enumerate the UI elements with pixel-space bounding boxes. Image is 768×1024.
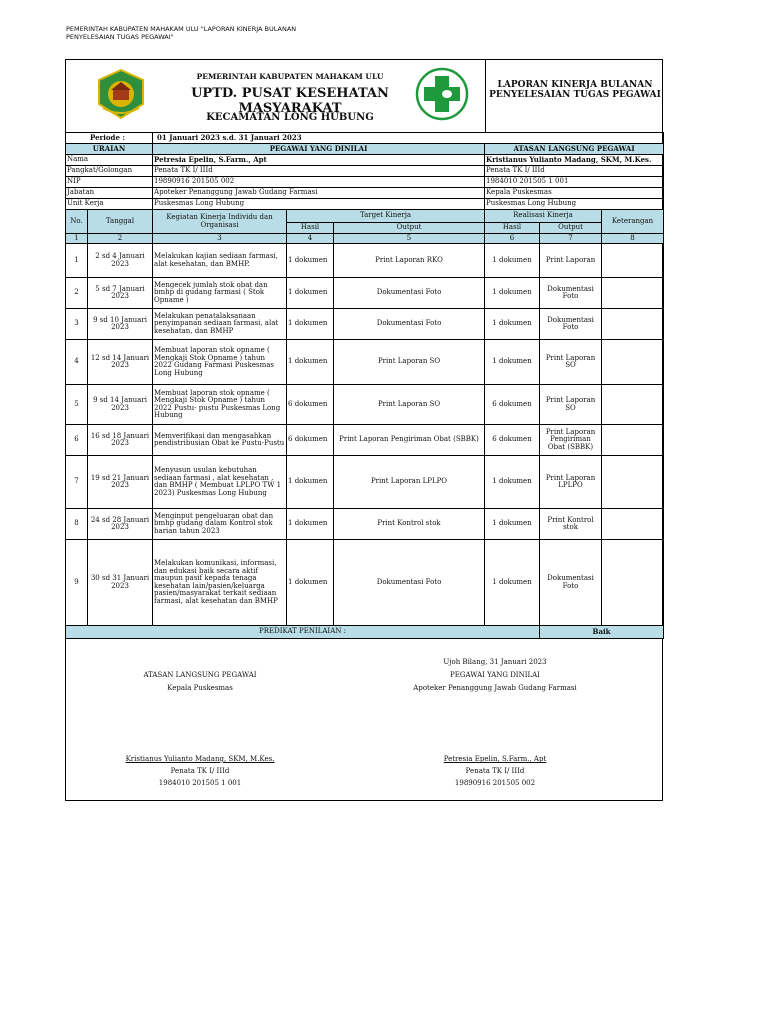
row-target-hasil: 1 dokumen [287,309,334,340]
col-keterangan-header: Keterangan [602,210,664,234]
row-target-output: Print Laporan LPLPO [334,456,485,509]
row-target-hasil: 6 dokumen [287,425,334,456]
target-output-header: Output [334,223,485,234]
atasan-header: ATASAN LANGSUNG PEGAWAI [485,144,664,155]
row-date: 19 sd 21 Januari 2023 [88,456,153,509]
row-no: 2 [66,278,88,309]
row-date: 5 sd 7 Januari 2023 [88,278,153,309]
row-date: 9 sd 14 Januari 2023 [88,385,153,425]
row-keterangan [602,425,664,456]
row-target-hasil: 1 dokumen [287,540,334,626]
supervisor-name: Kristianus Yulianto Madang, SKM, M.Kes. [485,155,664,166]
row-target-hasil: 1 dokumen [287,278,334,309]
letterhead-district: KECAMATAN LONG HUBUNG [206,112,374,123]
col-number: 2 [88,234,153,244]
letterhead-unit: UPTD. PUSAT KESEHATAN MASYARAKAT [191,86,389,116]
supervisor-position: Kepala Puskesmas [485,188,664,199]
row-realisasi-output: Dokumentasi Foto [540,540,602,626]
row-no: 9 [66,540,88,626]
row-activity: Menyusun usulan kebutuhan sediaan farmasi , alat kesehatan , dan BMHP ( Membuat LPLPO TW 1 2023) Puskesmas Long Hubung [153,456,287,509]
row-target-output: Print Laporan Pengiriman Obat (SBBK) [334,425,485,456]
row-date: 30 sd 31 Januari 2023 [88,540,153,626]
activity-row [66,425,664,456]
col-number: 4 [287,234,334,244]
row-activity: Menginput pengeluaran obat dan bmhp gudang dalam Kontrol stok harian tahun 2023 [153,509,287,540]
employee-rank: Penata TK I/ IIId [153,166,485,177]
row-realisasi-hasil: 1 dokumen [485,340,540,385]
row-keterangan [602,309,664,340]
row-activity: Mengecek jumlah stok obat dan bmhp di gudang farmasi ( Stok Opname ) [153,278,287,309]
supervisor-rank: Penata TK I/ IIId [485,166,664,177]
employee-unit: Puskesmas Long Hubung [153,199,485,210]
row-target-hasil: 1 dokumen [287,244,334,278]
row-keterangan [602,540,664,626]
right-role: PEGAWAI YANG DINILAI [450,671,540,679]
target-hasil-header: Hasil [287,223,334,234]
col-number: 3 [153,234,287,244]
row-realisasi-output: Print Laporan Pengiriman Obat (SBBK) [540,425,602,456]
employee-position: Apoteker Penanggung Jawab Gudang Farmasi [153,188,485,199]
column-number-row [66,234,664,244]
row-target-hasil: 1 dokumen [287,340,334,385]
period-label: Periode : [66,133,153,144]
activity-row [66,340,664,385]
left-title: Kepala Puskesmas [167,684,233,692]
row-keterangan [602,340,664,385]
left-signer-nip: 1984010 201505 1 001 [158,779,242,787]
activity-row [66,509,664,540]
row-target-output: Dokumentasi Foto [334,540,485,626]
row-no: 3 [66,309,88,340]
signature-block [65,645,663,801]
identity-label: Nama [66,155,153,166]
dinilai-header: PEGAWAI YANG DINILAI [153,144,485,155]
col-target-header: Target Kinerja [287,210,485,223]
row-realisasi-hasil: 6 dokumen [485,425,540,456]
row-no: 1 [66,244,88,278]
row-activity: Membuat laporan stok opname ( Mengkaji Stok Opname ) tahun 2022 Gudang Farmasi Puskesmas Long Hubung [153,340,287,385]
row-activity: Melakukan kajian sediaan farmasi, alat kesehatan, dan BMHP. [153,244,287,278]
document-running-header: PEMERINTAH KABUPATEN MAHAKAM ULU "LAPORAN KINERJA BULANAN PENYELESAIAN TUGAS PEGAWAI" [66,25,297,41]
letterhead [65,59,663,132]
identity-row [66,199,664,210]
row-realisasi-output: Print Laporan [540,244,602,278]
row-activity: Memverifikasi dan mengasahkan pendistribusian Obat ke Pustu-Pustu [153,425,287,456]
col-number: 8 [602,234,664,244]
performance-table [65,132,664,639]
right-signer-name: Petresia Epelin, S.Farm., Apt [443,755,547,763]
row-realisasi-hasil: 1 dokumen [485,540,540,626]
employee-name: Petresia Epelin, S.Farm., Apt [153,155,485,166]
row-activity: Melakukan penatalaksanaan penyimpanan sediaan farmasi, alat kesehatan, dan BMHP [153,309,287,340]
col-number: 7 [540,234,602,244]
report-title: LAPORAN KINERJA BULANAN PENYELESAIAN TUGAS PEGAWAI [489,80,661,100]
identity-row [66,166,664,177]
row-target-hasil: 6 dokumen [287,385,334,425]
row-date: 9 sd 10 Januari 2023 [88,309,153,340]
row-realisasi-output: Print Kontrol stok [540,509,602,540]
row-no: 8 [66,509,88,540]
identity-row [66,155,664,166]
realisasi-output-header: Output [540,223,602,234]
place-date: Ujoh Bilang, 31 Januari 2023 [443,658,547,666]
row-target-hasil: 1 dokumen [287,456,334,509]
row-realisasi-output: Print Laporan SO [540,340,602,385]
col-realisasi-header: Realisasi Kinerja [485,210,602,223]
col-number: 6 [485,234,540,244]
activity-row [66,385,664,425]
row-realisasi-hasil: 6 dokumen [485,385,540,425]
col-kegiatan-header: Kegiatan Kinerja Individu dan Organisasi [153,210,287,234]
employee-nip: 19890916 201505 002 [153,177,485,188]
right-signer-rank: Penata TK I/ IIId [465,767,525,775]
row-activity: Membuat laporan stok opname ( Mengkaji Stok Opname ) tahun 2022 Pustu- pustu Puskesmas Long Hubung [153,385,287,425]
right-signer-nip: 19890916 201505 002 [454,779,536,787]
row-no: 7 [66,456,88,509]
predikat-value: Baik [540,626,664,639]
row-no: 6 [66,425,88,456]
period-value: 01 Januari 2023 s.d. 31 Januari 2023 [153,133,664,144]
row-realisasi-output: Dokumentasi Foto [540,278,602,309]
left-signer-rank: Penata TK I/ IIId [170,767,230,775]
row-target-output: Dokumentasi Foto [334,309,485,340]
row-realisasi-hasil: 1 dokumen [485,309,540,340]
row-realisasi-hasil: 1 dokumen [485,278,540,309]
row-target-output: Print Laporan RKO [334,244,485,278]
row-keterangan [602,456,664,509]
identity-label: Pangkat/Golongan [66,166,153,177]
row-realisasi-hasil: 1 dokumen [485,244,540,278]
row-realisasi-hasil: 1 dokumen [485,509,540,540]
identity-row [66,188,664,199]
row-date: 2 sd 4 Januari 2023 [88,244,153,278]
row-realisasi-hasil: 1 dokumen [485,456,540,509]
activity-row [66,540,664,626]
identity-label: NIP [66,177,153,188]
predikat-label: PREDIKAT PENILAIAN : [66,626,540,639]
row-target-output: Dokumentasi Foto [334,278,485,309]
row-target-output: Print Laporan SO [334,385,485,425]
activity-row [66,309,664,340]
left-signer-name: Kristianus Yulianto Madang, SKM, M.Kes. [125,755,275,763]
row-keterangan [602,509,664,540]
supervisor-nip: 1984010 201505 1 001 [485,177,664,188]
letterhead-gov: PEMERINTAH KABUPATEN MAHAKAM ULU [196,72,384,81]
identity-label: Jabatan [66,188,153,199]
regency-emblem-icon [93,68,149,120]
activity-row [66,278,664,309]
row-keterangan [602,385,664,425]
row-keterangan [602,278,664,309]
activity-row [66,244,664,278]
row-activity: Melakukan komunikasi, informasi, dan edukasi baik secara aktif maupun pasif kepada tenaga kesehatan lain/pasien/keluarga pasien/masyarakat terkait sediaan farmasi, alat kesehatan dan BMHP [153,540,287,626]
col-no-header: No. [66,210,88,234]
identity-row [66,177,664,188]
row-keterangan [602,244,664,278]
right-title: Apoteker Penanggung Jawab Gudang Farmasi [413,684,577,692]
supervisor-unit: Puskesmas Long Hubung [485,199,664,210]
row-realisasi-output: Print Laporan SO [540,385,602,425]
left-role: ATASAN LANGSUNG PEGAWAI [143,671,257,679]
realisasi-hasil-header: Hasil [485,223,540,234]
col-number: 5 [334,234,485,244]
letterhead-divider [485,59,486,132]
row-date: 12 sd 14 Januari 2023 [88,340,153,385]
activity-row [66,456,664,509]
col-tanggal-header: Tanggal [88,210,153,234]
row-target-output: Print Kontrol stok [334,509,485,540]
uraian-header: URAIAN [66,144,153,155]
row-date: 24 sd 28 Januari 2023 [88,509,153,540]
row-date: 16 sd 18 Januari 2023 [88,425,153,456]
identity-label: Unit Kerja [66,199,153,210]
row-target-output: Print Laporan SO [334,340,485,385]
row-no: 5 [66,385,88,425]
row-realisasi-output: Dokumentasi Foto [540,309,602,340]
row-realisasi-output: Print Laporan LPLPO [540,456,602,509]
col-number: 1 [66,234,88,244]
health-cross-icon [415,67,469,121]
row-target-hasil: 1 dokumen [287,509,334,540]
row-no: 4 [66,340,88,385]
